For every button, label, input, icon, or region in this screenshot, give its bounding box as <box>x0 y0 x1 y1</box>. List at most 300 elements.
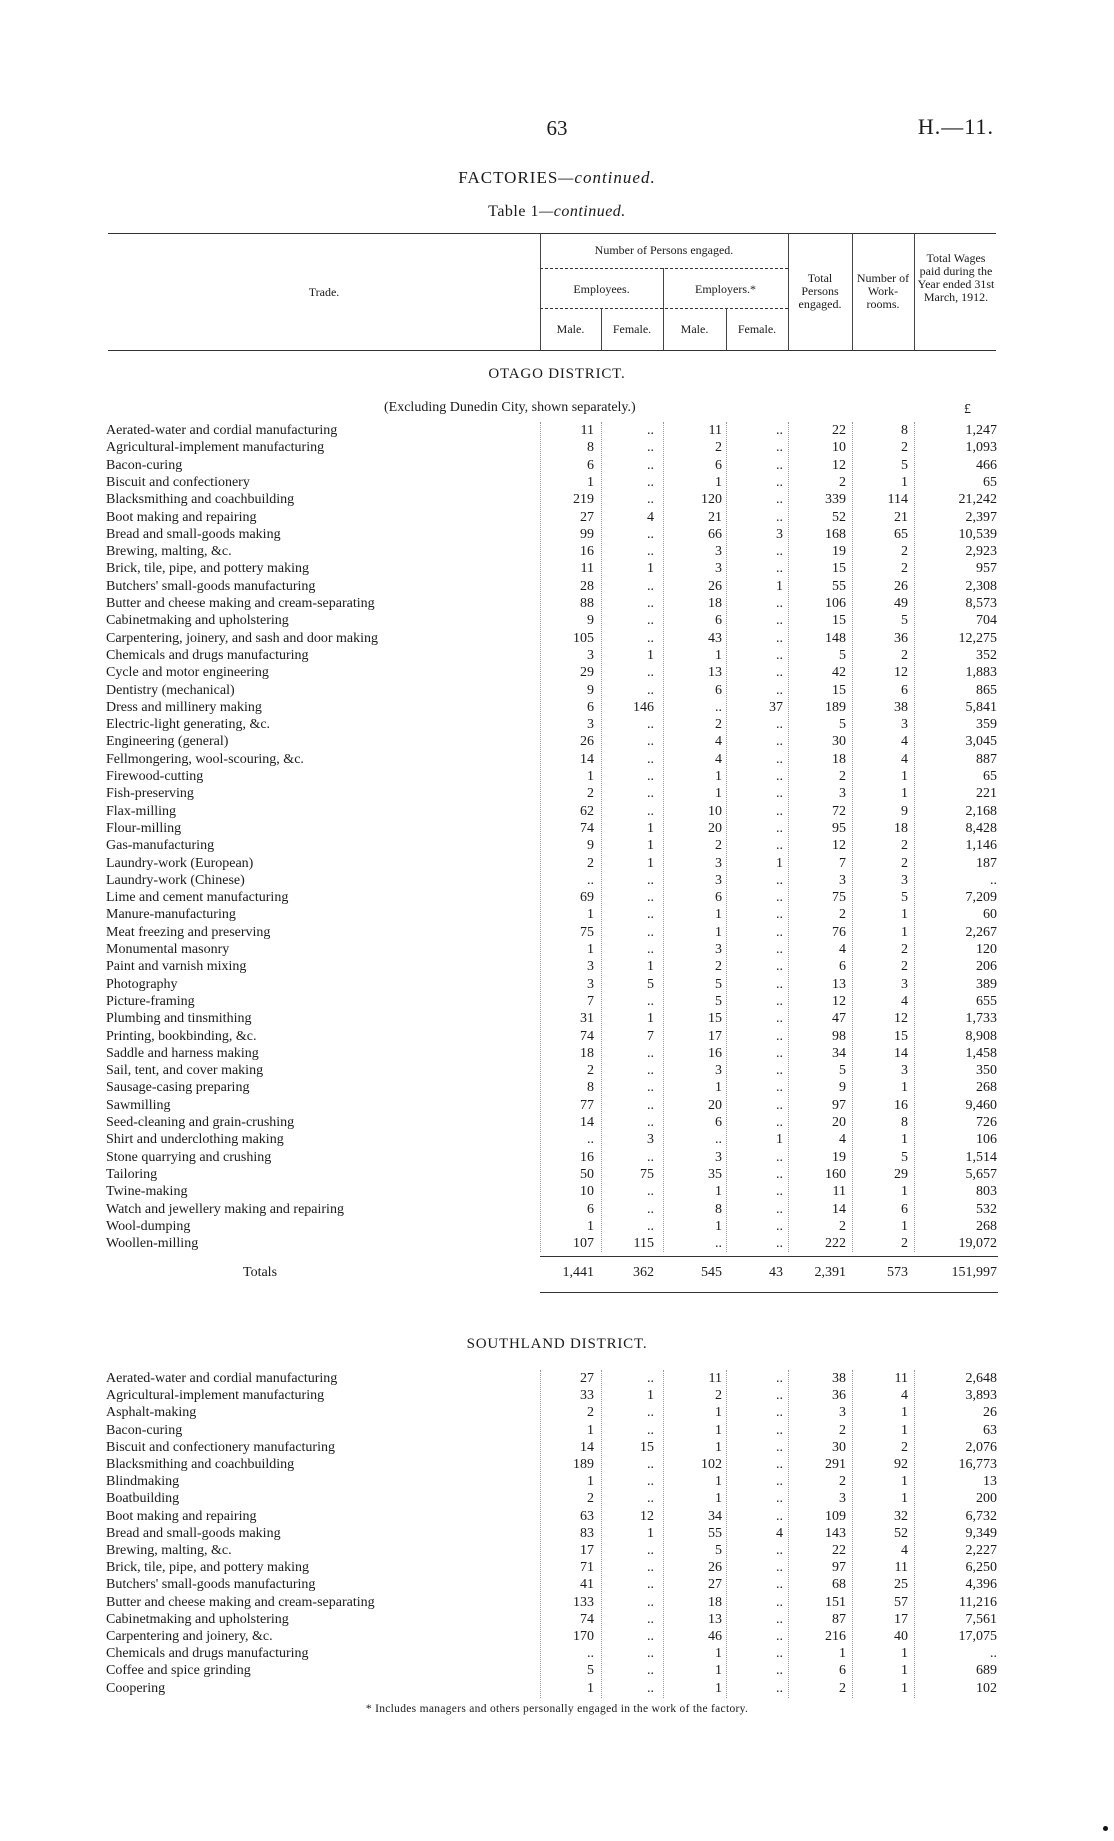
table-row <box>0 1149 1114 1166</box>
cell-employees-male: 219 <box>573 492 594 508</box>
cell-employers-male: 34 <box>708 1508 722 1524</box>
cell-workrooms: 3 <box>901 976 908 992</box>
cell-employees-female: .. <box>647 665 654 681</box>
cell-employers-female: .. <box>776 596 783 611</box>
cell-employees-male: .. <box>587 872 594 888</box>
cell-wages: 704 <box>976 613 997 629</box>
cell-employers-male: 5 <box>715 993 722 1009</box>
cell-workrooms: 3 <box>901 872 908 888</box>
cell-workrooms: 5 <box>901 613 908 629</box>
cell-employers-female: .. <box>776 1629 783 1644</box>
cell-total-persons: 6 <box>839 959 846 975</box>
trade-name: Agricultural-implement manufacturing <box>106 440 325 456</box>
cell-employers-female: .. <box>776 457 783 473</box>
cell-total-persons: 6 <box>839 1663 846 1679</box>
currency-symbol: £ <box>964 402 971 417</box>
cell-employers-female: .. <box>776 544 783 560</box>
cell-workrooms: 65 <box>894 526 908 542</box>
trade-name: Aerated-water and cordial manufacturing <box>106 1371 338 1386</box>
cell-employees-male: 28 <box>580 578 594 594</box>
cell-total-persons: 10 <box>832 440 846 456</box>
subtitle-main: Table 1 <box>488 203 539 220</box>
cell-workrooms: 52 <box>894 1525 908 1541</box>
table-row <box>0 837 1114 854</box>
cell-employers-female: .. <box>776 1611 783 1627</box>
cell-employers-male: 6 <box>715 682 722 698</box>
cell-workrooms: 2 <box>901 440 908 456</box>
cell-employees-male: 18 <box>580 1045 594 1061</box>
table-row <box>0 1559 1114 1576</box>
trade-name: Boot making and repairing <box>106 509 257 525</box>
cell-total-persons: 98 <box>832 1028 846 1044</box>
cell-workrooms: 1 <box>901 1491 908 1507</box>
cell-total-persons: 222 <box>825 1236 846 1252</box>
totals-bottom-rule <box>540 1292 998 1293</box>
cell-wages: .. <box>990 1646 997 1662</box>
cell-employers-female: .. <box>776 1236 783 1252</box>
cell-workrooms: 14 <box>894 1045 908 1061</box>
trade-name: Boot making and repairing <box>106 1508 257 1524</box>
table-row <box>0 1525 1114 1542</box>
cell-workrooms: 2 <box>901 942 908 957</box>
table-row <box>0 1114 1114 1131</box>
table-row <box>0 1131 1114 1148</box>
cell-employees-male: 77 <box>580 1097 594 1113</box>
table-row <box>0 682 1114 699</box>
cell-employees-male: 6 <box>587 699 594 715</box>
cell-employees-male: 1 <box>587 942 594 957</box>
trade-name: Bread and small-goods making <box>106 1525 281 1541</box>
trade-name: Dentistry (mechanical) <box>106 682 235 698</box>
column-rule-southland <box>663 1370 664 1698</box>
table-row <box>0 1473 1114 1490</box>
cell-workrooms: 2 <box>901 838 908 854</box>
cell-employees-male: 107 <box>573 1236 594 1252</box>
table-row <box>0 855 1114 872</box>
cell-wages: 102 <box>976 1680 997 1696</box>
cell-wages: 3,893 <box>965 1388 997 1404</box>
cell-employees-male: 7 <box>587 993 594 1009</box>
cell-wages: 1,093 <box>965 440 997 456</box>
cell-employees-male: 74 <box>580 1028 594 1044</box>
table-row <box>0 733 1114 750</box>
cell-employees-male: 1 <box>587 1218 594 1234</box>
cell-wages: 17,075 <box>958 1629 997 1644</box>
trade-name: Gas-manufacturing <box>106 838 215 854</box>
cell-employees-female: .. <box>647 769 654 784</box>
cell-employers-male: 1 <box>715 769 722 784</box>
cell-employees-female: 1 <box>647 1525 654 1541</box>
trade-name: Biscuit and confectionery <box>106 474 250 490</box>
trade-name: Monumental masonry <box>106 942 230 957</box>
column-rule-southland <box>914 1370 915 1698</box>
cell-wages: 689 <box>976 1663 997 1679</box>
cell-workrooms: 11 <box>894 1560 908 1576</box>
cell-employees-male: 1 <box>587 769 594 784</box>
cell-employers-male: 20 <box>708 820 722 836</box>
cell-total-persons: 15 <box>832 682 846 698</box>
table-row <box>0 1235 1114 1252</box>
cell-employers-female: .. <box>776 647 783 663</box>
cell-wages: 19,072 <box>958 1236 997 1252</box>
cell-total-persons: 87 <box>832 1611 846 1627</box>
cell-employees-male: 16 <box>580 544 594 560</box>
cell-employers-male: 13 <box>708 665 722 681</box>
cell-workrooms: 11 <box>894 1371 908 1386</box>
cell-total-persons: 15 <box>832 613 846 629</box>
cell-employees-male: 1 <box>587 907 594 923</box>
table-row <box>0 1062 1114 1079</box>
column-rule-otago <box>788 422 789 1252</box>
cell-employers-male: 2 <box>715 440 722 456</box>
cell-employers-male: 1 <box>715 907 722 923</box>
cell-employers-male: 4 <box>715 734 722 750</box>
table-row <box>0 474 1114 491</box>
cell-employers-male: .. <box>715 1236 722 1252</box>
trade-name: Flour-milling <box>106 820 182 836</box>
column-rule-otago <box>852 422 853 1252</box>
cell-workrooms: 17 <box>894 1611 908 1627</box>
table-row <box>0 422 1114 439</box>
cell-wages: 60 <box>983 907 997 923</box>
cell-workrooms: 5 <box>901 1149 908 1165</box>
table-row <box>0 751 1114 768</box>
trade-name: Bread and small-goods making <box>106 526 281 542</box>
cell-employees-female: .. <box>647 1646 654 1662</box>
cell-employees-female: .. <box>647 942 654 957</box>
cell-wages: 268 <box>976 1080 997 1096</box>
cell-total-persons: 2 <box>839 474 846 490</box>
cell-workrooms: 25 <box>894 1577 908 1593</box>
southland-district-title: SOUTHLAND DISTRICT. <box>466 1336 648 1352</box>
cell-employers-male: 10 <box>708 803 722 819</box>
cell-employers-male: 6 <box>715 613 722 629</box>
cell-employees-female: .. <box>647 1371 654 1386</box>
table-row <box>0 457 1114 474</box>
cell-wages: 6,732 <box>965 1508 997 1524</box>
trade-name: Sawmilling <box>106 1097 171 1113</box>
cell-total-persons: 106 <box>825 596 846 611</box>
table-row <box>0 1045 1114 1062</box>
cell-employers-male: 1 <box>715 1646 722 1662</box>
trade-name: Coffee and spice grinding <box>106 1663 251 1679</box>
trade-name: Aerated-water and cordial manufacturing <box>106 423 338 438</box>
cell-workrooms: 32 <box>894 1508 908 1524</box>
cell-employers-male: 17 <box>708 1028 722 1044</box>
cell-employees-male: 2 <box>587 1405 594 1421</box>
cell-employers-female: .. <box>776 1045 783 1061</box>
cell-total-persons: 20 <box>832 1115 846 1130</box>
table-row <box>0 889 1114 906</box>
cell-total-persons: 109 <box>825 1508 846 1524</box>
cell-employees-female: .. <box>647 1184 654 1200</box>
cell-wages: 13 <box>983 1474 997 1490</box>
trade-name: Chemicals and drugs manufacturing <box>106 647 309 663</box>
header-wages: Total Wages paid during the Year ended 31st March, 1912. <box>917 251 995 304</box>
cell-employers-female: .. <box>776 872 783 888</box>
cell-employers-male: 1 <box>715 1680 722 1696</box>
cell-workrooms: 26 <box>894 578 908 594</box>
header-divider <box>788 233 789 350</box>
cell-employers-male: 3 <box>715 855 722 871</box>
table-row <box>0 803 1114 820</box>
trade-name: Coopering <box>106 1680 166 1696</box>
cell-workrooms: 5 <box>901 890 908 906</box>
table-row <box>0 1611 1114 1628</box>
cell-wages: 4,396 <box>965 1577 997 1593</box>
cell-employees-female: 1 <box>647 561 654 577</box>
cell-workrooms: 1 <box>901 1080 908 1096</box>
cell-employees-male: 14 <box>580 1115 594 1130</box>
trade-name: Wool-dumping <box>106 1218 191 1234</box>
cell-employees-male: 27 <box>580 1371 594 1386</box>
cell-wages: 1,733 <box>965 1011 997 1027</box>
table-row <box>0 560 1114 577</box>
cell-employees-male: 9 <box>587 838 594 854</box>
cell-employees-female: .. <box>647 1543 654 1558</box>
cell-total-persons: 1 <box>839 1646 846 1662</box>
cell-employees-female: .. <box>647 993 654 1009</box>
table-row <box>0 1387 1114 1404</box>
cell-employees-male: 9 <box>587 613 594 629</box>
cell-wages: 9,349 <box>965 1525 997 1541</box>
title-continued: —continued. <box>558 168 656 187</box>
cell-wages: 350 <box>976 1063 997 1079</box>
cell-employees-male: 170 <box>573 1629 594 1644</box>
cell-employees-female: 115 <box>633 1236 654 1252</box>
cell-workrooms: 5 <box>901 457 908 473</box>
trade-name: Brick, tile, pipe, and pottery making <box>106 1560 309 1576</box>
cell-wages: 8,908 <box>965 1028 997 1044</box>
cell-workrooms: 4 <box>901 734 908 750</box>
cell-employers-female: .. <box>776 1028 783 1044</box>
table-row <box>0 1508 1114 1525</box>
cell-employees-female: 3 <box>647 1132 654 1148</box>
table-row <box>0 941 1114 958</box>
cell-employees-male: 14 <box>580 751 594 767</box>
cell-workrooms: 1 <box>901 474 908 490</box>
trade-name: Lime and cement manufacturing <box>106 890 289 906</box>
cell-employees-male: 8 <box>587 1080 594 1096</box>
cell-wages: 63 <box>983 1422 997 1438</box>
cell-workrooms: 12 <box>894 665 908 681</box>
cell-employees-female: .. <box>647 1097 654 1113</box>
trade-name: Butchers' small-goods manufacturing <box>106 1577 316 1593</box>
trade-name: Boatbuilding <box>106 1491 180 1507</box>
cell-employers-female: .. <box>776 1474 783 1490</box>
cell-total-persons: 14 <box>832 1201 846 1217</box>
title-main: FACTORIES <box>458 168 559 187</box>
cell-employers-male: 1 <box>715 647 722 663</box>
trade-name: Cycle and motor engineering <box>106 665 269 681</box>
cell-workrooms: 6 <box>901 1201 908 1217</box>
table-row <box>0 1422 1114 1439</box>
cell-employees-male: 16 <box>580 1149 594 1165</box>
cell-total-persons: 160 <box>825 1166 846 1182</box>
cell-total-persons: 5 <box>839 717 846 733</box>
total-workrooms: 573 <box>887 1265 908 1280</box>
cell-employees-male: 11 <box>580 561 594 577</box>
header-bottom-rule <box>108 350 996 351</box>
cell-employers-male: .. <box>715 1132 722 1148</box>
cell-employees-male: 8 <box>587 440 594 456</box>
trade-name: Bacon-curing <box>106 1422 183 1438</box>
cell-employees-female: .. <box>647 907 654 923</box>
cell-workrooms: 1 <box>901 1184 908 1200</box>
trade-name: Butchers' small-goods manufacturing <box>106 578 316 594</box>
cell-total-persons: 22 <box>832 1543 846 1558</box>
cell-employers-female: .. <box>776 1080 783 1096</box>
trade-name: Flax-milling <box>106 803 176 819</box>
cell-employers-female: .. <box>776 942 783 957</box>
cell-workrooms: 1 <box>901 924 908 940</box>
cell-employers-female: .. <box>776 474 783 490</box>
cell-employers-female: .. <box>776 786 783 802</box>
header-employees: Employees. <box>573 282 630 296</box>
cell-employees-female: .. <box>647 872 654 888</box>
cell-employees-female: .. <box>647 1611 654 1627</box>
cell-employers-female: .. <box>776 423 783 438</box>
table-row <box>0 699 1114 716</box>
table-row <box>0 1166 1114 1183</box>
column-rule-southland <box>788 1370 789 1698</box>
cell-total-persons: 3 <box>839 1491 846 1507</box>
cell-employees-male: 62 <box>580 803 594 819</box>
column-rule-southland <box>540 1370 541 1698</box>
cell-employers-female: .. <box>776 1388 783 1404</box>
trade-name: Dress and millinery making <box>106 699 262 715</box>
cell-employers-male: 43 <box>708 630 722 646</box>
cell-employers-male: 1 <box>715 1184 722 1200</box>
cell-employees-male: 11 <box>580 423 594 438</box>
cell-total-persons: 216 <box>825 1629 846 1644</box>
total-employees-male: 1,441 <box>562 1265 594 1280</box>
cell-total-persons: 55 <box>832 578 846 594</box>
total-employers-female: 43 <box>769 1265 783 1280</box>
cell-wages: 2,168 <box>965 803 997 819</box>
cell-employers-male: 26 <box>708 1560 722 1576</box>
cell-employees-female: .. <box>647 1149 654 1165</box>
column-rule-southland <box>852 1370 853 1698</box>
trade-name: Chemicals and drugs manufacturing <box>106 1646 309 1662</box>
cell-total-persons: 3 <box>839 872 846 888</box>
cell-employees-male: 26 <box>580 734 594 750</box>
cell-employers-male: 11 <box>708 1371 722 1386</box>
cell-employees-male: 83 <box>580 1525 594 1541</box>
page-title <box>0 168 1114 188</box>
cell-wages: 1,247 <box>965 423 997 438</box>
cell-employers-female: .. <box>776 751 783 767</box>
cell-wages: 7,209 <box>965 890 997 906</box>
trade-name: Picture-framing <box>106 993 195 1009</box>
table-row <box>0 1662 1114 1679</box>
table-row <box>0 1439 1114 1456</box>
cell-total-persons: 47 <box>832 1011 846 1027</box>
cell-total-persons: 291 <box>825 1457 846 1472</box>
trade-name: Saddle and harness making <box>106 1045 259 1061</box>
cell-employees-male: 6 <box>587 457 594 473</box>
table-subtitle <box>0 203 1114 221</box>
table-row <box>0 578 1114 595</box>
cell-employers-female: .. <box>776 665 783 681</box>
cell-employees-female: .. <box>647 751 654 767</box>
header-divider <box>663 268 664 350</box>
table-row <box>0 612 1114 629</box>
cell-employees-male: 3 <box>587 647 594 663</box>
cell-total-persons: 9 <box>839 1080 846 1096</box>
table-row <box>0 976 1114 993</box>
cell-wages: 16,773 <box>958 1457 997 1472</box>
cell-wages: 106 <box>976 1132 997 1148</box>
cell-wages: 11,216 <box>959 1594 997 1610</box>
cell-total-persons: 2 <box>839 769 846 784</box>
cell-employers-female: .. <box>776 820 783 836</box>
cell-workrooms: 3 <box>901 717 908 733</box>
cell-employers-female: .. <box>776 959 783 975</box>
cell-employers-male: 1 <box>715 474 722 490</box>
table-row <box>0 647 1114 664</box>
cell-wages: 1,514 <box>965 1149 997 1165</box>
cell-workrooms: 1 <box>901 1405 908 1421</box>
cell-employers-male: 1 <box>715 1422 722 1438</box>
cell-employees-male: 14 <box>580 1439 594 1455</box>
trade-name: Electric-light generating, &c. <box>106 717 271 733</box>
trade-name: Watch and jewellery making and repairing <box>106 1201 344 1217</box>
cell-wages: 359 <box>976 717 997 733</box>
cell-wages: 389 <box>976 976 997 992</box>
table-row <box>0 1680 1114 1697</box>
cell-wages: 12,275 <box>958 630 997 646</box>
cell-employees-male: 75 <box>580 924 594 940</box>
cell-wages: 1,146 <box>965 838 997 854</box>
cell-employers-female: .. <box>776 1594 783 1610</box>
cell-employees-male: 1 <box>587 1680 594 1696</box>
table-row <box>0 1201 1114 1218</box>
cell-employees-female: .. <box>647 457 654 473</box>
table-row <box>0 785 1114 802</box>
cell-employers-female: .. <box>776 1560 783 1576</box>
trade-name: Bacon-curing <box>106 457 183 473</box>
cell-workrooms: 18 <box>894 820 908 836</box>
cell-employees-male: 99 <box>580 526 594 542</box>
cell-employers-female: 4 <box>776 1525 783 1541</box>
cell-employers-male: 1 <box>715 1218 722 1234</box>
cell-employees-female: .. <box>647 474 654 490</box>
cell-employers-male: 3 <box>715 561 722 577</box>
trade-name: Blacksmithing and coachbuilding <box>106 492 295 508</box>
cell-employers-female: .. <box>776 993 783 1009</box>
cell-wages: 65 <box>983 769 997 784</box>
header-divider <box>852 233 853 350</box>
table-row <box>0 1010 1114 1027</box>
page-mark <box>1103 1826 1108 1831</box>
cell-employees-male: 31 <box>580 1011 594 1027</box>
trade-name: Brewing, malting, &c. <box>106 1543 232 1558</box>
document-reference: H.—11. <box>917 114 994 139</box>
table-row <box>0 1370 1114 1387</box>
cell-employees-female: .. <box>647 1405 654 1421</box>
cell-employees-female: 1 <box>647 820 654 836</box>
cell-workrooms: 49 <box>894 596 908 611</box>
cell-total-persons: 2 <box>839 1680 846 1696</box>
header-employees-male: Male. <box>556 322 585 336</box>
cell-wages: 2,648 <box>965 1371 997 1386</box>
cell-employees-female: 4 <box>647 509 654 525</box>
cell-employers-male: 1 <box>715 1080 722 1096</box>
table-row <box>0 1097 1114 1114</box>
cell-wages: 3,045 <box>965 734 997 750</box>
trade-name: Printing, bookbinding, &c. <box>106 1028 257 1044</box>
